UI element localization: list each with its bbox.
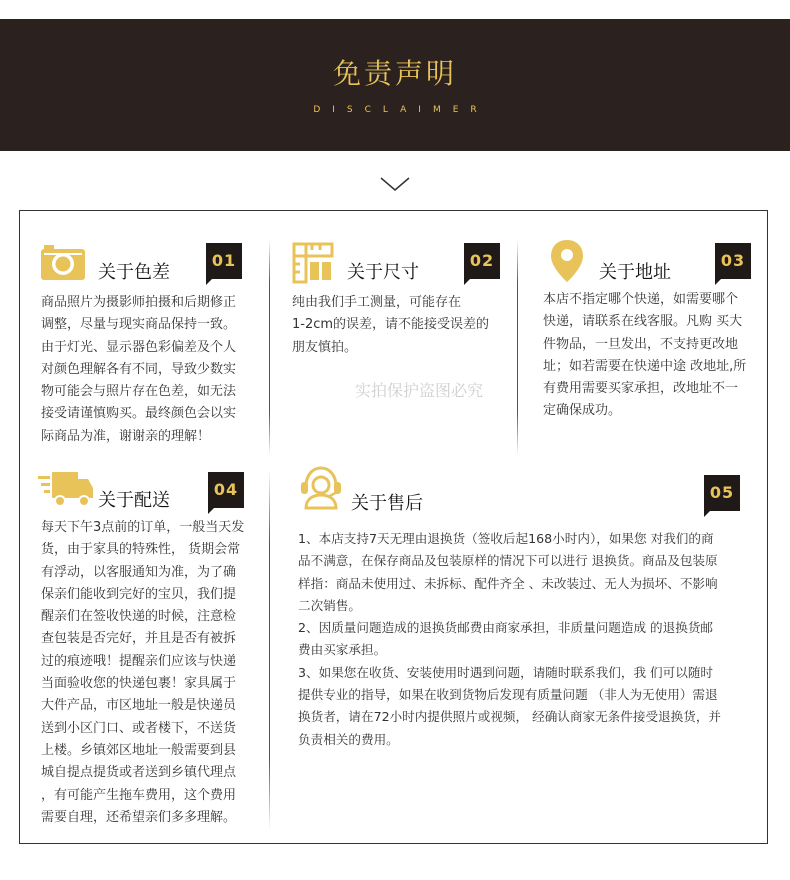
section-number-badge: 03	[715, 243, 751, 279]
body-line: 大件产品，市区地址一般是快递员	[41, 698, 237, 714]
body-line: 过的痕迹哦！提醒亲们应该与快递	[41, 653, 237, 669]
section-body	[292, 292, 489, 359]
body-line: 对颜色理解各有不同，导致少数实	[41, 361, 237, 377]
body-line: 样指：商品未使用过、未拆标、配件齐全 、未改装过、无人为损坏、不影响	[298, 575, 718, 591]
ruler-icon	[292, 242, 334, 284]
body-line: 醒亲们在签收快递的时候，注意检	[41, 609, 237, 625]
body-line: 每天下午3点前的订单，一般当天发	[41, 520, 245, 535]
delivery-truck-icon	[38, 470, 94, 508]
section-number-badge: 02	[464, 243, 500, 279]
body-line: 品不满意，在保存商品及包装原样的情况下可以进行 退换货。商品及包装原	[298, 553, 718, 569]
body-line: 二次销售。	[298, 597, 361, 613]
section-body	[41, 292, 236, 448]
customer-service-icon	[298, 464, 344, 510]
body-line: 1-2cm的误差，请不能接受误差的	[292, 317, 490, 333]
body-line: 有费用需要买家承担，改地址不一	[543, 381, 739, 397]
body-line: 际商品为准，谢谢亲的理解！	[41, 428, 211, 444]
body-line: 1、本店支持7天无理由退换货（签收后起168小时内），如果您 对我们的商	[298, 531, 714, 546]
body-line: ，有可能产生拖车费用，这个费用	[41, 787, 237, 803]
body-line: 费由买家承担。	[298, 642, 387, 658]
column-divider	[269, 470, 270, 830]
body-line: 货，由于家具的特殊性， 货期会常	[41, 542, 241, 558]
body-line: 保亲们能收到完好的宝贝，我们提	[41, 586, 237, 602]
page-subtitle: DISCLAIMER	[313, 105, 489, 115]
body-line: 2、因质量问题造成的退换货邮费由商家承担，非质量问题造成 的退换货邮	[298, 620, 714, 636]
body-line: 接受请谨慎购买。最终颜色会以实	[41, 406, 237, 422]
body-line: 有浮动，以客服通知为准，为了确	[41, 564, 237, 580]
body-line: 址；如若需要在快递中途 改地址,所	[543, 358, 747, 374]
section-number-badge: 05	[704, 475, 740, 511]
section-body	[41, 517, 244, 829]
section-title: 关于尺寸	[347, 262, 419, 283]
watermark-text: 实拍保护盗图必究	[355, 381, 484, 400]
body-line: 城自提点提货或者送到乡镇代理点	[41, 765, 237, 781]
body-line: 由于灯光、显示器色彩偏差及个人	[41, 339, 237, 355]
column-divider	[517, 240, 518, 455]
body-line: 当面验收您的快递包裹！家具属于	[41, 676, 237, 692]
location-pin-icon	[549, 238, 585, 284]
body-line: 定确保成功。	[543, 403, 622, 419]
column-divider	[269, 240, 270, 455]
body-line: 纯由我们手工测量，可能存在	[292, 295, 462, 310]
body-line: 商品照片为摄影师拍摄和后期修正	[41, 295, 237, 310]
chevron-down-icon	[379, 176, 411, 192]
camera-icon	[40, 243, 86, 281]
header-banner	[0, 19, 790, 151]
section-title: 关于配送	[98, 490, 170, 511]
body-line: 换货者，请在72小时内提供照片或视频， 经确认商家无条件接受退换货，并	[298, 709, 722, 725]
body-line: 负责相关的费用。	[298, 731, 399, 747]
section-body	[543, 289, 746, 423]
section-number-badge: 01	[206, 243, 242, 279]
section-title: 关于色差	[98, 262, 170, 283]
body-line: 上楼。乡镇郊区地址一般需要到县	[41, 742, 237, 758]
body-line: 件物品，一旦发出，不支持更改地	[543, 336, 739, 352]
body-line: 调整，尽量与现实商品保持一致。	[41, 317, 237, 333]
page-title: 免责声明	[332, 57, 457, 90]
section-body	[298, 528, 721, 751]
body-line: 需要自理，还希望亲们多多理解。	[41, 809, 237, 825]
section-title: 关于售后	[351, 493, 423, 514]
body-line: 查包装是否完好，并且是否有被拆	[41, 631, 237, 647]
body-line: 物可能会与照片存在色差，如无法	[41, 384, 237, 400]
body-line: 本店不指定哪个快递，如需要哪个	[543, 292, 739, 307]
body-line: 送到小区门口、或者楼下，不送货	[41, 720, 237, 736]
body-line: 快递，请联系在线客服。凡购 买大	[543, 314, 743, 330]
body-line: 3、如果您在收货、安装使用时遇到问题，请随时联系我们，我 们可以随时	[298, 664, 714, 680]
body-line: 提供专业的指导，如果在收到货物后发现有质量问题 （非人为无使用）需退	[298, 687, 718, 703]
section-number-badge: 04	[208, 472, 244, 508]
section-title: 关于地址	[599, 262, 671, 283]
body-line: 朋友慎拍。	[292, 339, 358, 355]
